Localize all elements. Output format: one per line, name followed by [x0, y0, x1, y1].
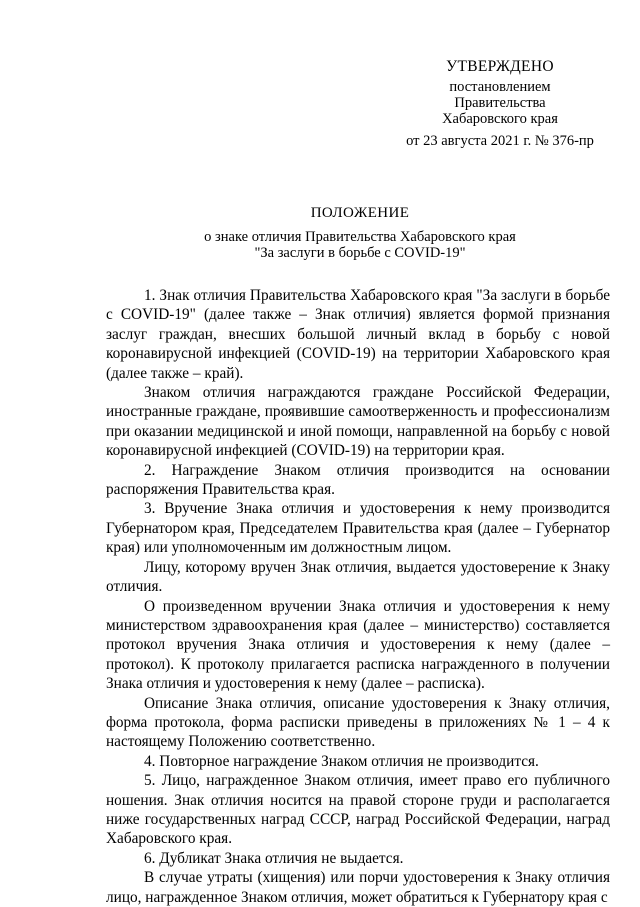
document-heading: ПОЛОЖЕНИЕ — [310, 205, 410, 221]
paragraph: 5. Лицо, награжденное Знаком отличия, имеет право его публичного ношения. Знак отличия носится на правой стороне груди и располагается ниже государственных наград СССР, наград Российской Федерации, наград Хабаровского края. — [106, 772, 610, 848]
paragraph: 4. Повторное награждение Знаком отличия не производится. — [144, 752, 539, 770]
paragraph: О произведенном вручении Знака отличия и удостоверения к нему министерством здравоохранения края (далее – министерство) составляется протокол вручения Знака отличия и удостоверения к нему (далее – протокол). К протоколу прилагается расписка награжденного в получении Знака отличия и удостоверения к нему (далее – расписка). — [106, 597, 610, 693]
paragraph: В случае утраты (хищения) или порчи удостоверения к Знаку отличия лицо, награжденное Знаком отличия, может обратиться к Губернатору края с — [106, 869, 610, 906]
approval-line: Хабаровского края — [442, 111, 558, 127]
document-subtitle: о знаке отличия Правительства Хабаровского края — [204, 229, 516, 245]
paragraph: 1. Знак отличия Правительства Хабаровского края "За заслуги в борьбе с COVID-19" (далее также – Знак отличия) является формой признания заслуг граждан, внесших большой личный вклад в борьбу с новой коронавирусной инфекцией (COVID-19) на территории Хабаровского края (далее также – край). — [106, 287, 610, 382]
approval-line: Правительства — [454, 95, 546, 111]
document-body — [106, 286, 610, 907]
approval-date: от 23 августа 2021 г. № 376-пр — [406, 133, 594, 149]
paragraph: Лицу, которому вручен Знак отличия, выдается удостоверение к Знаку отличия. — [106, 558, 610, 596]
paragraph: 3. Вручение Знака отличия и удостоверения к нему производится Губернатором края, Председателем Правительства края (далее – Губернатор края) или уполномоченным им должностным лицом. — [106, 500, 610, 557]
approval-stamp-block — [390, 59, 610, 149]
paragraph: Описание Знака отличия, описание удостоверения к Знаку отличия, форма протокола, форма расписки приведены в приложениях № 1 – 4 к настоящему Положению соответственно. — [106, 694, 610, 751]
approved-label: УТВЕРЖДЕНО — [446, 58, 554, 75]
paragraph: Знаком отличия награждаются граждане Российской Федерации, иностранные граждане, проявившие самоотверженность и профессионализм при оказании медицинской и иной помощи, направленной на борьбу с новой коронавирусной инфекцией (COVID-19) на территории края. — [106, 384, 610, 460]
paragraph: 2. Награждение Знаком отличия производится на основании распоряжения Правительства края. — [106, 461, 610, 499]
document-title-block — [100, 205, 620, 261]
approval-line: постановлением — [449, 79, 551, 95]
document-subtitle: "За заслуги в борьбе с COVID-19" — [254, 245, 466, 261]
paragraph: 6. Дубликат Знака отличия не выдается. — [144, 849, 404, 867]
